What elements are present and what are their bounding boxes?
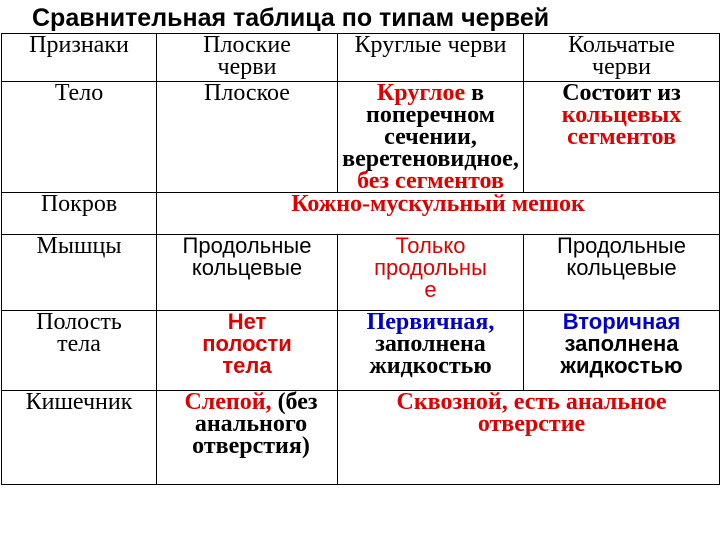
header-cell-features <box>2 34 157 82</box>
cell-body-flat <box>157 82 338 193</box>
gut-round-line2: отверстие <box>477 411 586 437</box>
row-label-gut <box>2 391 157 485</box>
cell-gut-flat <box>157 391 338 485</box>
muscles-flat-line1: Продольные <box>182 234 312 258</box>
muscles-round-line1: Только <box>395 234 466 258</box>
cell-cavity-round <box>338 311 524 391</box>
body-ringed-line2: кольцевых <box>561 102 682 128</box>
muscles-ringed-line1: Продольные <box>557 234 686 258</box>
muscles-flat-line2: кольцевые <box>191 255 303 280</box>
cell-cavity-ringed <box>524 311 720 391</box>
page-title: Сравнительная таблица по типам червей <box>32 4 550 32</box>
row-label-body <box>2 82 157 193</box>
row-label-cover <box>2 193 157 235</box>
row-label-cavity <box>2 311 157 391</box>
header-cell-ringed-worms <box>524 34 720 82</box>
cell-body-round <box>338 82 524 193</box>
gut-flat-rest: (без <box>271 390 318 415</box>
body-round-line1 <box>338 82 523 104</box>
header-round-label: Круглые черви <box>354 33 507 58</box>
table-row-cover <box>2 193 720 235</box>
cavity-flat-line3: тела <box>222 353 272 378</box>
body-flat-value: Плоское <box>204 81 290 106</box>
body-label: Тело <box>54 81 104 106</box>
cell-cover-value <box>157 193 720 235</box>
muscles-round-line3: е <box>424 277 437 302</box>
cell-muscles-flat <box>157 235 338 311</box>
muscles-label: Мышцы <box>36 234 122 259</box>
cell-muscles-round <box>338 235 524 311</box>
header-flat-line2: черви <box>217 54 277 80</box>
body-round-line4: веретеновидное, <box>342 146 519 172</box>
muscles-round-line2: продольны <box>374 255 487 280</box>
body-round-rest: в <box>465 81 485 106</box>
cavity-ringed-line2: заполнена <box>564 331 679 356</box>
body-round-line3: сечении, <box>384 124 477 150</box>
cavity-label-line2: тела <box>57 331 101 357</box>
header-row <box>2 34 720 82</box>
cavity-round-line2: заполнена <box>375 331 486 357</box>
header-cell-flat-worms <box>157 34 338 82</box>
cavity-flat-line1: Нет <box>227 310 267 334</box>
comparison-table <box>1 33 720 485</box>
gut-flat-line1 <box>165 391 337 413</box>
gut-flat-line2: анального <box>194 411 308 437</box>
header-features-label: Признаки <box>29 33 129 58</box>
body-round-highlight: Круглое <box>376 81 466 106</box>
body-round-line5: без сегментов <box>357 168 504 193</box>
cell-body-ringed <box>524 82 720 193</box>
table-row-body <box>2 82 720 193</box>
body-round-line2: поперечном <box>366 102 495 128</box>
gut-label: Кишечник <box>25 390 133 415</box>
table-row-cavity <box>2 311 720 391</box>
cavity-label-line1: Полость <box>36 310 122 335</box>
header-ringed-line2: черви <box>592 54 651 80</box>
table-row-gut <box>2 391 720 485</box>
header-flat-line1: Плоские <box>203 33 291 58</box>
row-label-muscles <box>2 235 157 311</box>
cell-muscles-ringed <box>524 235 720 311</box>
body-ringed-line1: Состоит из <box>562 81 681 106</box>
body-ringed-line3: сегментов <box>567 124 676 150</box>
cover-label: Покров <box>40 192 118 217</box>
cavity-flat-line2: полости <box>202 331 292 356</box>
gut-round-line1: Сквозной, есть анальное <box>396 390 667 415</box>
header-cell-round-worms <box>338 34 524 82</box>
cavity-ringed-line3: жидкостью <box>560 353 683 378</box>
cover-value: Кожно-мускульный мешок <box>291 192 585 217</box>
cell-gut-round-ringed <box>338 391 720 485</box>
cell-cavity-flat <box>157 311 338 391</box>
muscles-ringed-line2: кольцевые <box>566 255 677 280</box>
table-row-muscles <box>2 235 720 311</box>
gut-flat-line3: отверстия) <box>192 433 310 459</box>
cavity-round-line1: Первичная, <box>366 310 495 335</box>
cavity-round-line3: жидкостью <box>369 353 492 379</box>
header-ringed-line1: Кольчатые <box>568 33 675 58</box>
cavity-ringed-line1: Вторичная <box>562 310 681 334</box>
gut-flat-highlight: Слепой, <box>184 390 272 415</box>
